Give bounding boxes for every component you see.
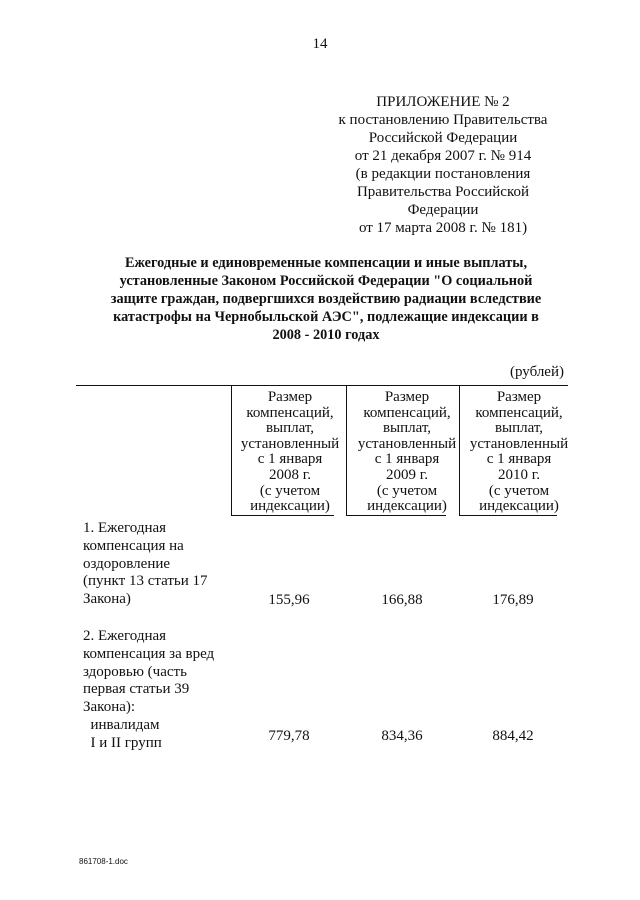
title-line: Ежегодные и единовременные компенсации и иные выплаты, [124,255,528,271]
document-title [88,254,564,344]
title-line: защите граждан, подвергшихся воздействию радиации вследствие [110,291,542,307]
appendix-line: (в редакции постановления [355,166,531,182]
units-label: (рублей) [509,364,564,380]
header-line: Размер [496,389,542,405]
row-label-line: I и II групп [83,734,162,751]
header-line: выплат, [265,420,315,437]
header-line: выплат, [382,420,432,437]
row-label-health-compensation [83,520,233,609]
row-label-line: инвалидам [83,716,160,733]
row-label-line: 2. Ежегодная [83,628,167,644]
header-line: индексации) [479,498,559,515]
title-line: установленные Законом Российской Федерации "О социальной [119,273,533,289]
header-bottom-rule [346,515,446,516]
table-top-rule [76,385,568,386]
header-line: установленный [357,435,457,452]
header-bottom-rule [231,515,334,516]
appendix-header [328,93,558,237]
header-line: Размер [384,389,430,405]
header-line: (с учетом [488,482,550,499]
column-header-2009 [349,390,465,515]
header-line: индексации) [250,498,330,515]
appendix-line: от 17 марта 2008 г. № 181) [358,220,528,236]
table-cell-value: 779,78 [268,728,310,744]
row-label-line: Закона) [83,591,131,608]
header-line: с 1 января [257,451,323,468]
row-label-line: оздоровление [83,555,171,572]
header-line: установленный [469,435,569,452]
header-line: индексации) [367,498,447,515]
row-label-line: компенсация на [83,537,184,554]
table-cell-value: 884,42 [492,728,534,744]
table-cell-value: 176,89 [492,592,534,608]
row-label-line: (пункт 13 статьи 17 [83,573,208,590]
file-reference-footer: 861708-1.doc [79,857,128,866]
header-line: с 1 января [374,451,440,468]
appendix-line: Федерации [407,202,479,218]
header-line: 2008 г. [269,466,311,483]
header-line: Размер [267,389,313,405]
row-label-line: Закона): [83,699,136,716]
header-line: установленный [240,435,340,452]
header-line: (с учетом [259,482,321,499]
row-label-line: 1. Ежегодная [83,520,167,536]
table-cell-value: 166,88 [381,592,423,608]
header-line: компенсаций, [246,404,334,421]
row-label-line: здоровью (часть [83,663,187,680]
appendix-line: ПРИЛОЖЕНИЕ № 2 [376,94,510,110]
title-line: 2008 - 2010 годах [272,327,380,343]
appendix-line: от 21 декабря 2007 г. № 914 [354,148,532,164]
header-line: с 1 января [486,451,552,468]
title-line: катастрофы на Чернобыльской АЭС", подлежащие индексации в [113,309,539,325]
appendix-line: Российской Федерации [368,130,518,146]
row-label-line: компенсация за вред [83,645,215,662]
table-cell-value: 834,36 [381,728,423,744]
header-line: компенсаций, [363,404,451,421]
header-line: выплат, [494,420,544,437]
table-cell-value: 155,96 [268,592,310,608]
column-header-2010 [461,390,577,515]
header-line: 2010 г. [498,466,540,483]
appendix-line: Правительства Российской [356,184,530,200]
row-label-line: первая статьи 39 [83,681,190,698]
page-number: 14 [312,36,328,52]
header-line: (с учетом [376,482,438,499]
header-line: 2009 г. [386,466,428,483]
column-header-2008 [232,390,348,515]
header-line: компенсаций, [475,404,563,421]
appendix-line: к постановлению Правительства [338,112,548,128]
header-bottom-rule [459,515,557,516]
row-label-health-damage-compensation [83,628,233,753]
